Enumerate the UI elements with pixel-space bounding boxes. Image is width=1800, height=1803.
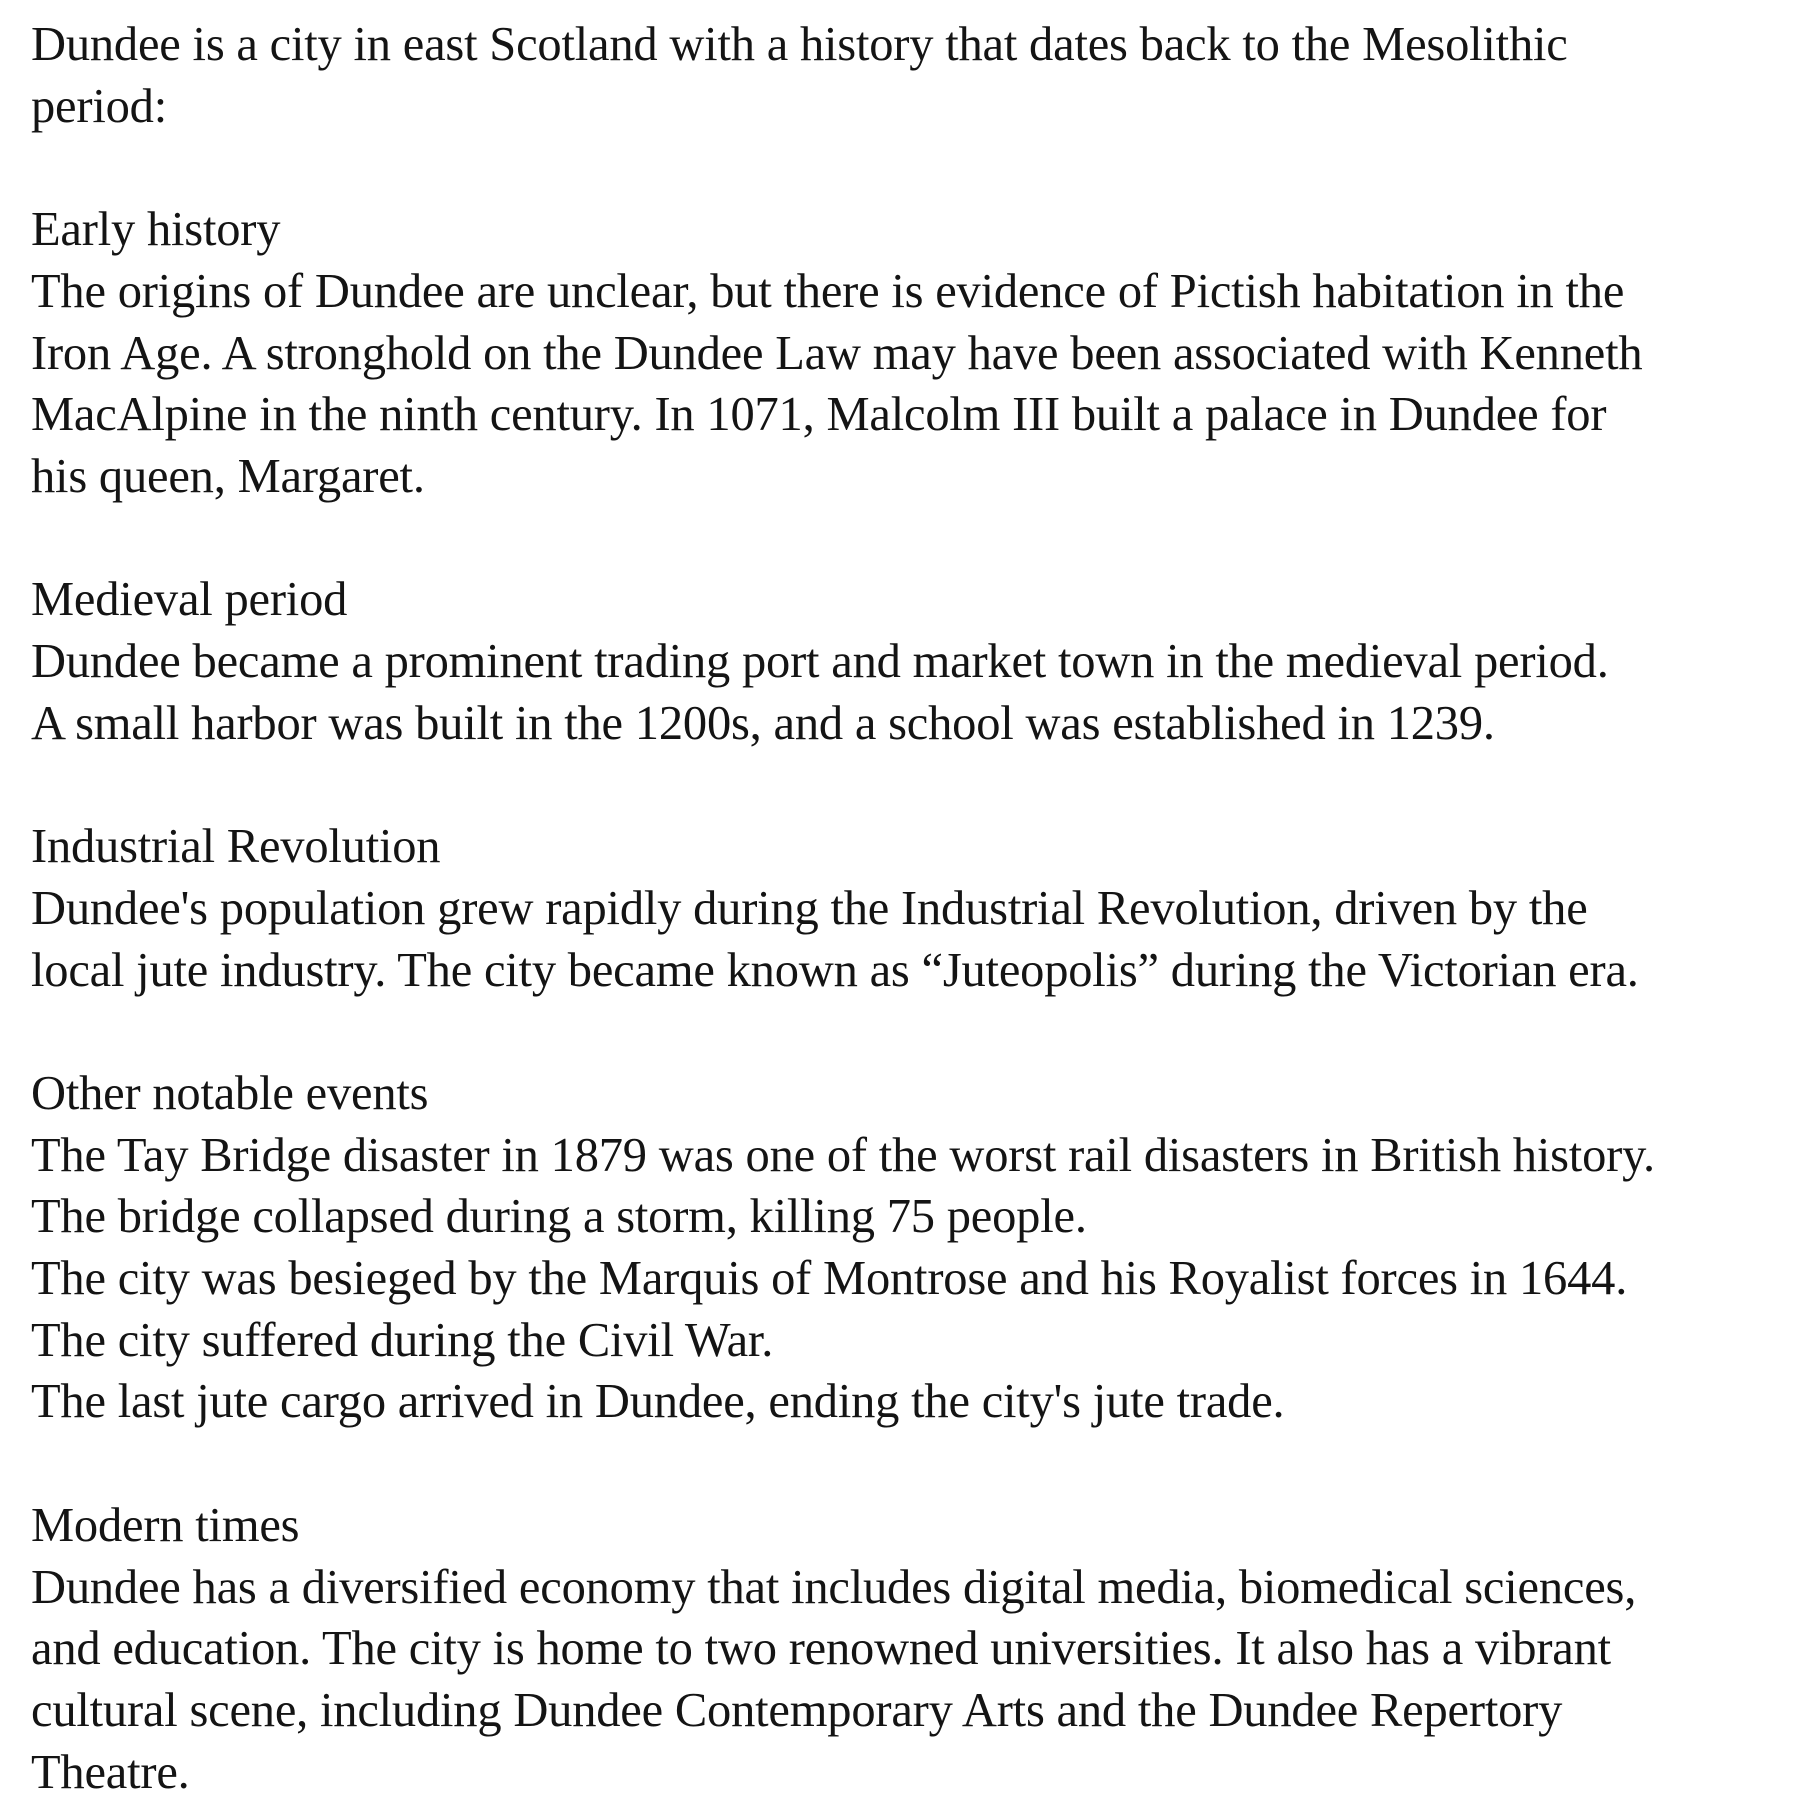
section-heading: Medieval period bbox=[31, 573, 348, 627]
blank-line bbox=[31, 1001, 1776, 1063]
blank-line bbox=[31, 137, 1776, 199]
blank-line bbox=[31, 508, 1776, 570]
blank-line bbox=[31, 1433, 1776, 1495]
section-heading: Early history bbox=[31, 203, 281, 257]
section-early-history bbox=[31, 199, 1776, 508]
section-line: Theatre. bbox=[31, 1745, 190, 1799]
section-line: MacAlpine in the ninth century. In 1071, Malcolm III built a palace in Dundee for bbox=[31, 388, 1607, 442]
intro-line: period: bbox=[31, 79, 167, 133]
section-line: The Tay Bridge disaster in 1879 was one of the worst rail disasters in British history. bbox=[31, 1128, 1655, 1182]
section-line: Dundee has a diversified economy that includes digital media, biomedical sciences, bbox=[31, 1560, 1637, 1614]
section-medieval-period bbox=[31, 569, 1776, 754]
section-line: The last jute cargo arrived in Dundee, ending the city's jute trade. bbox=[31, 1375, 1285, 1429]
blank-line bbox=[31, 754, 1776, 816]
section-line: The origins of Dundee are unclear, but there is evidence of Pictish habitation in the bbox=[31, 264, 1625, 318]
intro-paragraph bbox=[31, 14, 1776, 137]
section-industrial-revolution bbox=[31, 816, 1776, 1001]
section-line: local jute industry. The city became known as “Juteopolis” during the Victorian era. bbox=[31, 943, 1639, 997]
section-line: The city was besieged by the Marquis of Montrose and his Royalist forces in 1644. bbox=[31, 1252, 1628, 1305]
section-line: his queen, Margaret. bbox=[31, 449, 425, 503]
section-line: Iron Age. A stronghold on the Dundee Law may have been associated with Kenneth bbox=[31, 326, 1643, 380]
document-body bbox=[31, 14, 1776, 1803]
section-line: The bridge collapsed during a storm, killing 75 people. bbox=[31, 1190, 1087, 1244]
section-line: Dundee became a prominent trading port and market town in the medieval period. bbox=[31, 635, 1609, 688]
section-line: The city suffered during the Civil War. bbox=[31, 1313, 774, 1367]
section-line: cultural scene, including Dundee Contemporary Arts and the Dundee Repertory bbox=[31, 1683, 1563, 1737]
section-heading: Modern times bbox=[31, 1498, 300, 1552]
section-modern-times bbox=[31, 1495, 1776, 1803]
section-line: and education. The city is home to two renowned universities. It also has a vibrant bbox=[31, 1622, 1611, 1676]
section-heading: Industrial Revolution bbox=[31, 820, 441, 874]
intro-line: Dundee is a city in east Scotland with a history that dates back to the Mesolithic bbox=[31, 18, 1568, 71]
section-heading: Other notable events bbox=[31, 1066, 429, 1120]
section-line: A small harbor was built in the 1200s, and a school was established in 1239. bbox=[31, 696, 1495, 750]
section-line: Dundee's population grew rapidly during the Industrial Revolution, driven by the bbox=[31, 881, 1588, 935]
section-other-notable-events bbox=[31, 1063, 1776, 1433]
